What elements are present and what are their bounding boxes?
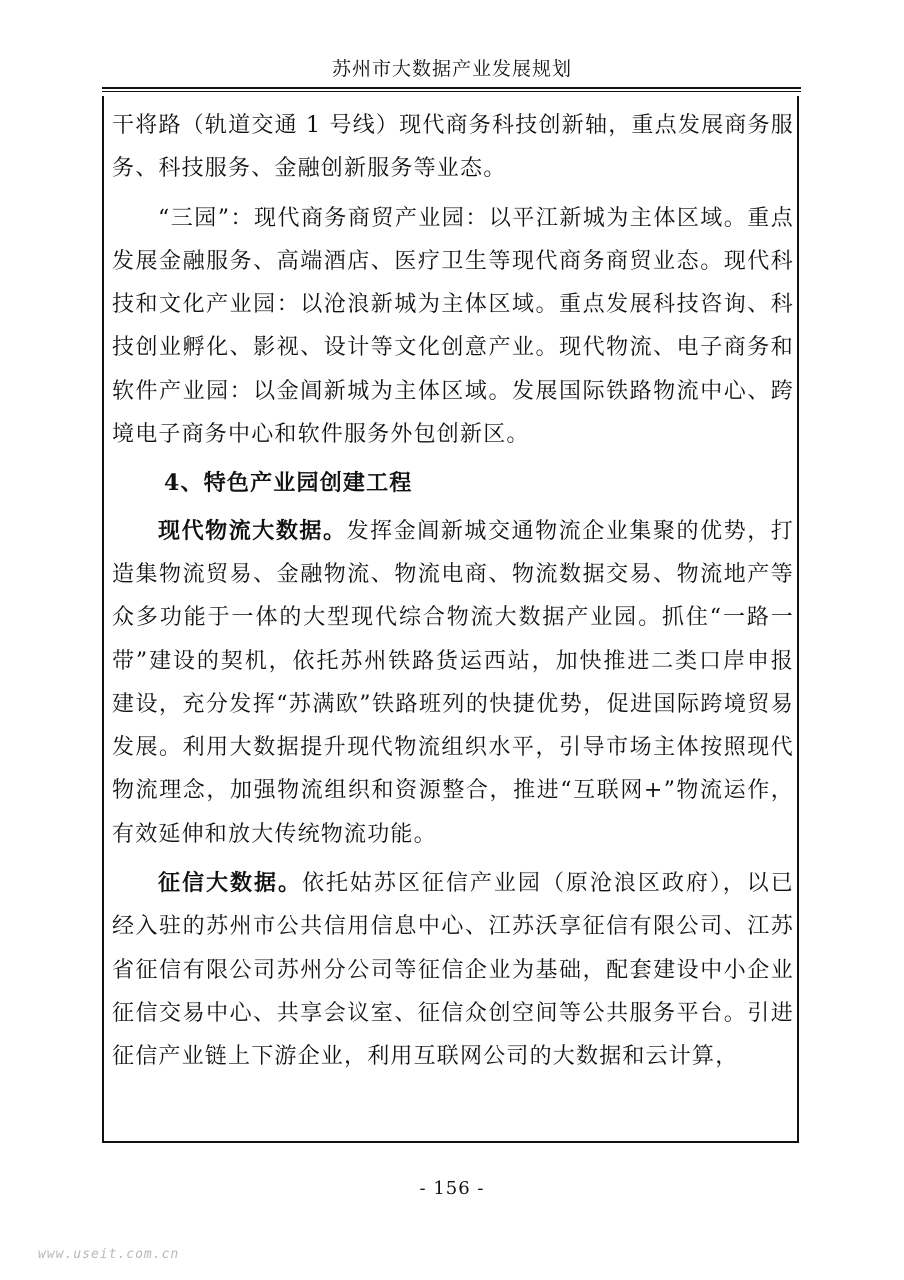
document-body — [112, 104, 794, 1079]
page-header-title: 苏州市大数据产业发展规划 — [331, 58, 572, 80]
logistics-text: 发挥金阊新城交通物流企业集聚的优势，打造集物流贸易、金融物流、物流电商、物流数据交易、物流地产等众多功能于一体的大型现代综合物流大数据产业园。抓住“一路一带”建设的契机，依托苏州铁路货运西站，加快推进二类口岸申报建设，充分发挥“苏满欧”铁路班列的快捷优势，促进国际跨境贸易发展。利用大数据提升现代物流组织水平，引导市场主体按照现代物流理念，加强物流组织和资源整合，推进“互联网+”物流运作，有效延伸和放大传统物流功能。 — [112, 518, 794, 847]
page-number: - 156 - — [419, 1178, 485, 1199]
header-rule-thin — [102, 91, 801, 92]
credit-text: 依托姑苏区征信产业园（原沧浪区政府），以已经入驻的苏州市公共信用信息中心、江苏沃享征信有限公司、江苏省征信有限公司苏州分公司等征信企业为基础，配套建设中小企业征信交易中心、共享会议室、征信众创空间等公共服务平台。引进征信产业链上下游企业，利用互联网公司的大数据和云计算， — [112, 871, 794, 1070]
section-heading: 4、特色产业园创建工程 — [164, 470, 413, 497]
paragraph-logistics — [112, 510, 794, 856]
paragraph-credit — [112, 862, 794, 1078]
header-rule — [102, 87, 801, 89]
site-watermark: www.useit.com.cn — [38, 1247, 180, 1262]
paragraph-axis: 干将路（轨道交通 1 号线）现代商务科技创新轴，重点发展商务服务、科技服务、金融创新服务等业态。 — [112, 113, 794, 182]
paragraph-three-parks: “三园”：现代商务商贸产业园：以平江新城为主体区域。重点发展金融服务、高端酒店、医疗卫生等现代商务商贸业态。现代科技和文化产业园：以沧浪新城为主体区域。重点发展科技咨询、科技创业孵化、影视、设计等文化创意产业。现代物流、电子商务和软件产业园：以金阊新城为主体区域。发展国际铁路物流中心、跨境电子商务中心和软件服务外包创新区。 — [112, 205, 794, 448]
credit-title: 征信大数据。 — [158, 870, 302, 897]
logistics-title: 现代物流大数据。 — [158, 517, 347, 544]
